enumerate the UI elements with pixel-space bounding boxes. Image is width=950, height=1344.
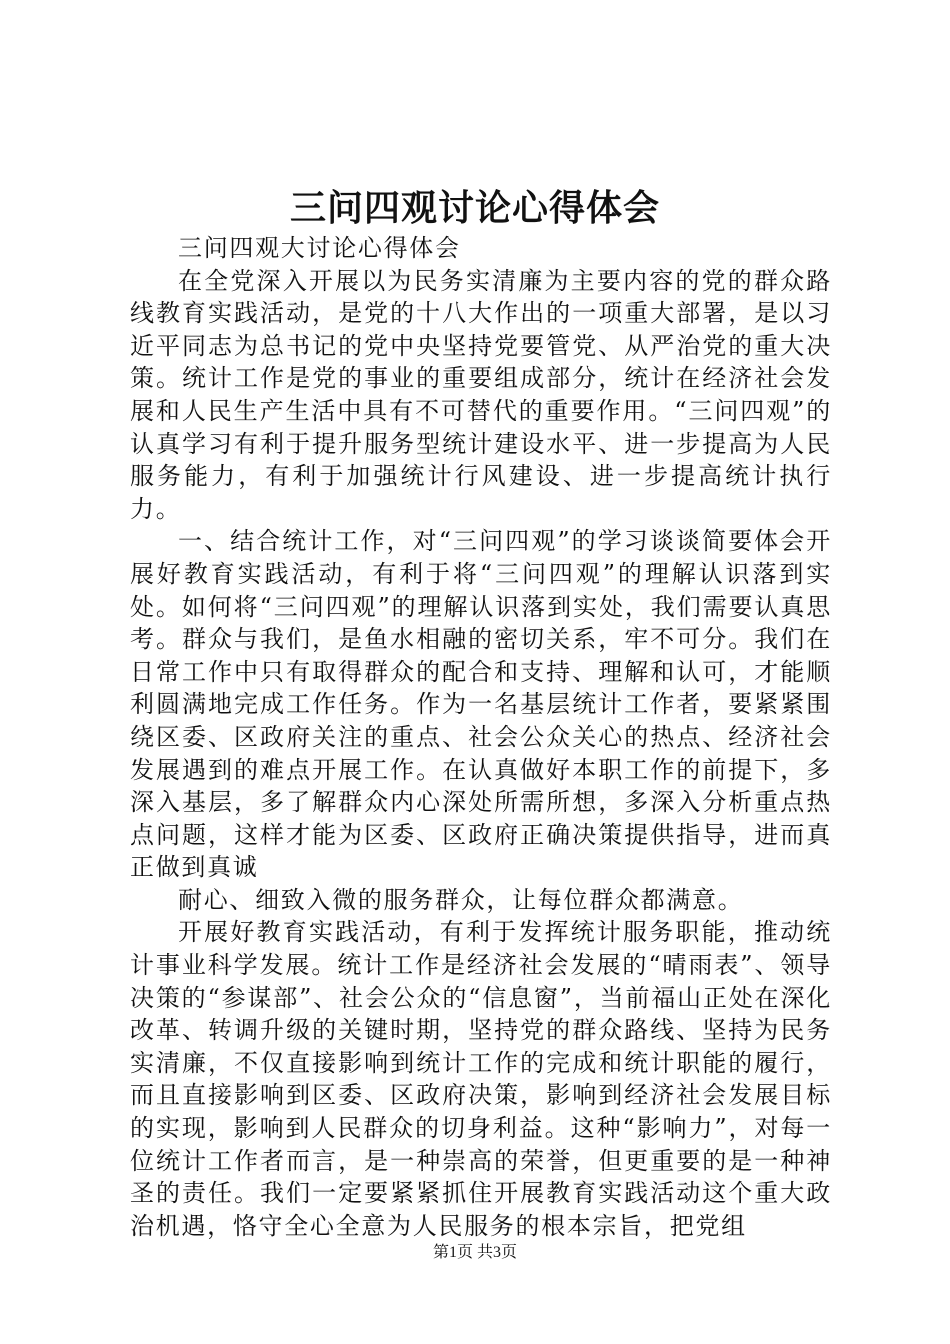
paragraph: 一、结合统计工作，对“三问四观”的学习谈谈简要体会开展好教育实践活动，有利于将“三问四观”的理解认识落到实处。如何将“三问四观”的理解认识落到实处，我们需要认真思考。群众与我们，是鱼水相融的密切关系，牢不可分。我们在日常工作中只有取得群众的配合和支持、理解和认可，才能顺利圆满地完成工作任务。作为一名基层统计工作者，要紧紧围绕区委、区政府关注的重点、社会公众关心的热点、经济社会发展遇到的难点开展工作。在认真做好本职工作的前提下，多深入基层，多了解群众内心深处所需所想，多深入分析重点热点问题，这样才能为区委、区政府正确决策提供指导，进而真正做到真诚 (130, 527, 832, 882)
page-footer: 第1页 共3页 (432, 1244, 517, 1261)
paragraph: 开展好教育实践活动，有利于发挥统计服务职能，推动统计事业科学发展。统计工作是经济社会发展的“晴雨表”、领导决策的“参谋部”、社会公众的“信息窗”，当前福山正处在深化改革、转调升级的关键时期，坚持党的群众路线、坚持为民务实清廉，不仅直接影响到统计工作的完成和统计职能的履行，而且直接影响到区委、区政府决策，影响到经济社会发展目标的实现，影响到人民群众的切身利益。这种“影响力”，对每一位统计工作者而言，是一种崇高的荣誉，但更重要的是一种神圣的责任。我们一定要紧紧抓住开展教育实践活动这个重大政治机遇，恪守全心全意为人民服务的根本宗旨，把党组 (130, 918, 832, 1240)
document-title: 三问四观讨论心得体会 (289, 187, 660, 229)
paragraph-subtitle: 三问四观大讨论心得体会 (178, 234, 461, 262)
paragraph: 在全党深入开展以为民务实清廉为主要内容的党的群众路线教育实践活动，是党的十八大作出的一项重大部署，是以习近平同志为总书记的党中央坚持党要管党、从严治党的重大决策。统计工作是党的事业的重要组成部分，统计在经济社会发展和人民生产生活中具有不可替代的重要作用。“三问四观”的认真学习有利于提升服务型统计建设水平、进一步提高为人民服务能力，有利于加强统计行风建设、进一步提高统计执行力。 (130, 266, 832, 523)
document-body (130, 232, 832, 1242)
paragraph: 耐心、细致入微的服务群众，让每位群众都满意。 (178, 885, 744, 914)
